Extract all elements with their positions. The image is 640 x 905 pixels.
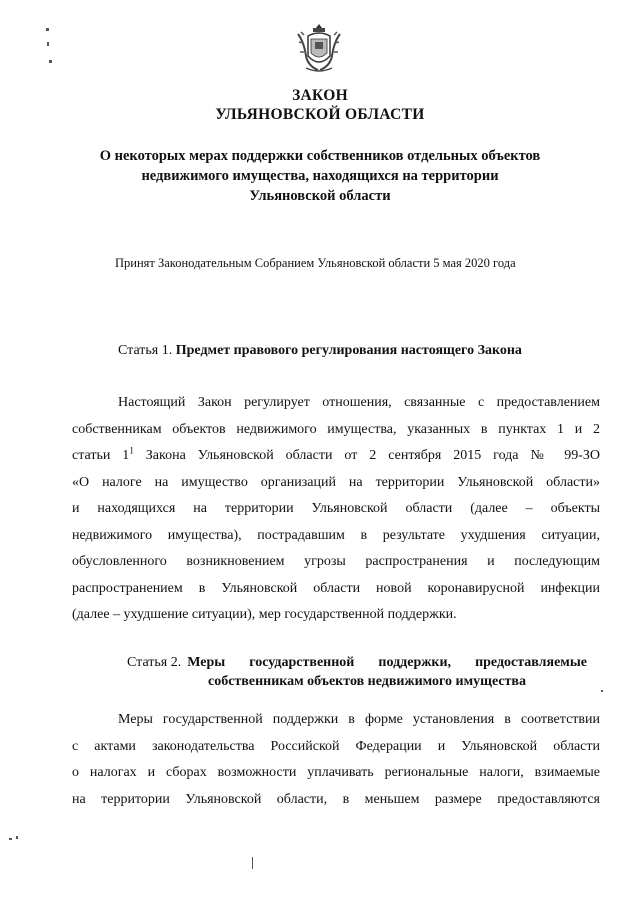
text-line: на территории Ульяновской области, в меньшем размере предоставляются <box>72 791 600 807</box>
scan-speck <box>601 690 603 692</box>
text-line: «О налоге на имущество организаций на территории Ульяновской области» <box>72 474 600 490</box>
article2-number: Статья 2. <box>127 655 182 670</box>
text-line: о налогах и сборах возможности уплачивать региональные налоги, взимаемые <box>72 765 600 780</box>
article1-title: Предмет правового регулирования настоящего Закона <box>175 343 522 358</box>
text-line: с актами законодательства Российской Федерации и Ульяновской области <box>72 738 600 754</box>
law-subtitle <box>0 146 640 206</box>
text-line: недвижимого имущества), пострадавшим в результате ухудшения ситуации, <box>72 527 600 543</box>
text-line: Настоящий Закон регулирует отношения, связанные с предоставлением <box>118 395 600 410</box>
scan-speck <box>16 836 18 839</box>
scan-speck <box>9 838 12 840</box>
adoption-note: Принят Законодательным Собранием Ульяновской области 5 мая 2020 года <box>115 256 516 270</box>
article2-heading-row <box>127 653 587 672</box>
article1-text <box>72 390 600 629</box>
article1-number: Статья 1. <box>118 343 173 358</box>
law-title-line2: УЛЬЯНОВСКОЙ ОБЛАСТИ <box>215 106 425 123</box>
law-title <box>0 86 640 124</box>
law-subtitle-line1: О некоторых мерах поддержки собственников отдельных объектов <box>99 148 541 164</box>
coat-of-arms-icon <box>296 22 342 74</box>
law-subtitle-line2: недвижимого имущества, находящихся на территории <box>141 168 499 184</box>
law-title-line1: ЗАКОН <box>292 87 348 104</box>
article2-text <box>72 707 600 813</box>
article2-heading <box>127 653 587 691</box>
article2-title-line2: собственникам объектов недвижимого имущества <box>207 674 526 689</box>
text-line: и находящихся на территории Ульяновской области (далее – объекты <box>72 501 600 516</box>
superscript: 1 <box>129 445 134 456</box>
scan-speck <box>252 857 253 869</box>
law-subtitle-line3: Ульяновской области <box>249 188 391 204</box>
scan-speck <box>47 42 49 46</box>
text-line <box>72 443 600 470</box>
article2-title-line1: Меры государственной поддержки, предоставляемые <box>187 655 587 670</box>
text-line: (далее – ухудшение ситуации), мер государственной поддержки. <box>72 607 457 622</box>
scan-speck <box>49 60 52 63</box>
text-fragment: статьи 1 <box>72 448 130 463</box>
text-fragment: Закона Ульяновской области от 2 сентября 2015 года № 99-ЗО <box>133 448 600 463</box>
text-line: собственникам объектов недвижимого имущества, указанных в пунктах 1 и 2 <box>72 421 600 437</box>
text-line: Меры государственной поддержки в форме установления в соответствии <box>118 712 600 727</box>
text-line: обусловленного возникновением угрозы распространения и последующим <box>72 554 600 569</box>
article1-heading <box>118 343 522 359</box>
text-line: распространением в Ульяновской области новой коронавирусной инфекции <box>72 580 600 596</box>
scan-speck <box>46 28 49 31</box>
